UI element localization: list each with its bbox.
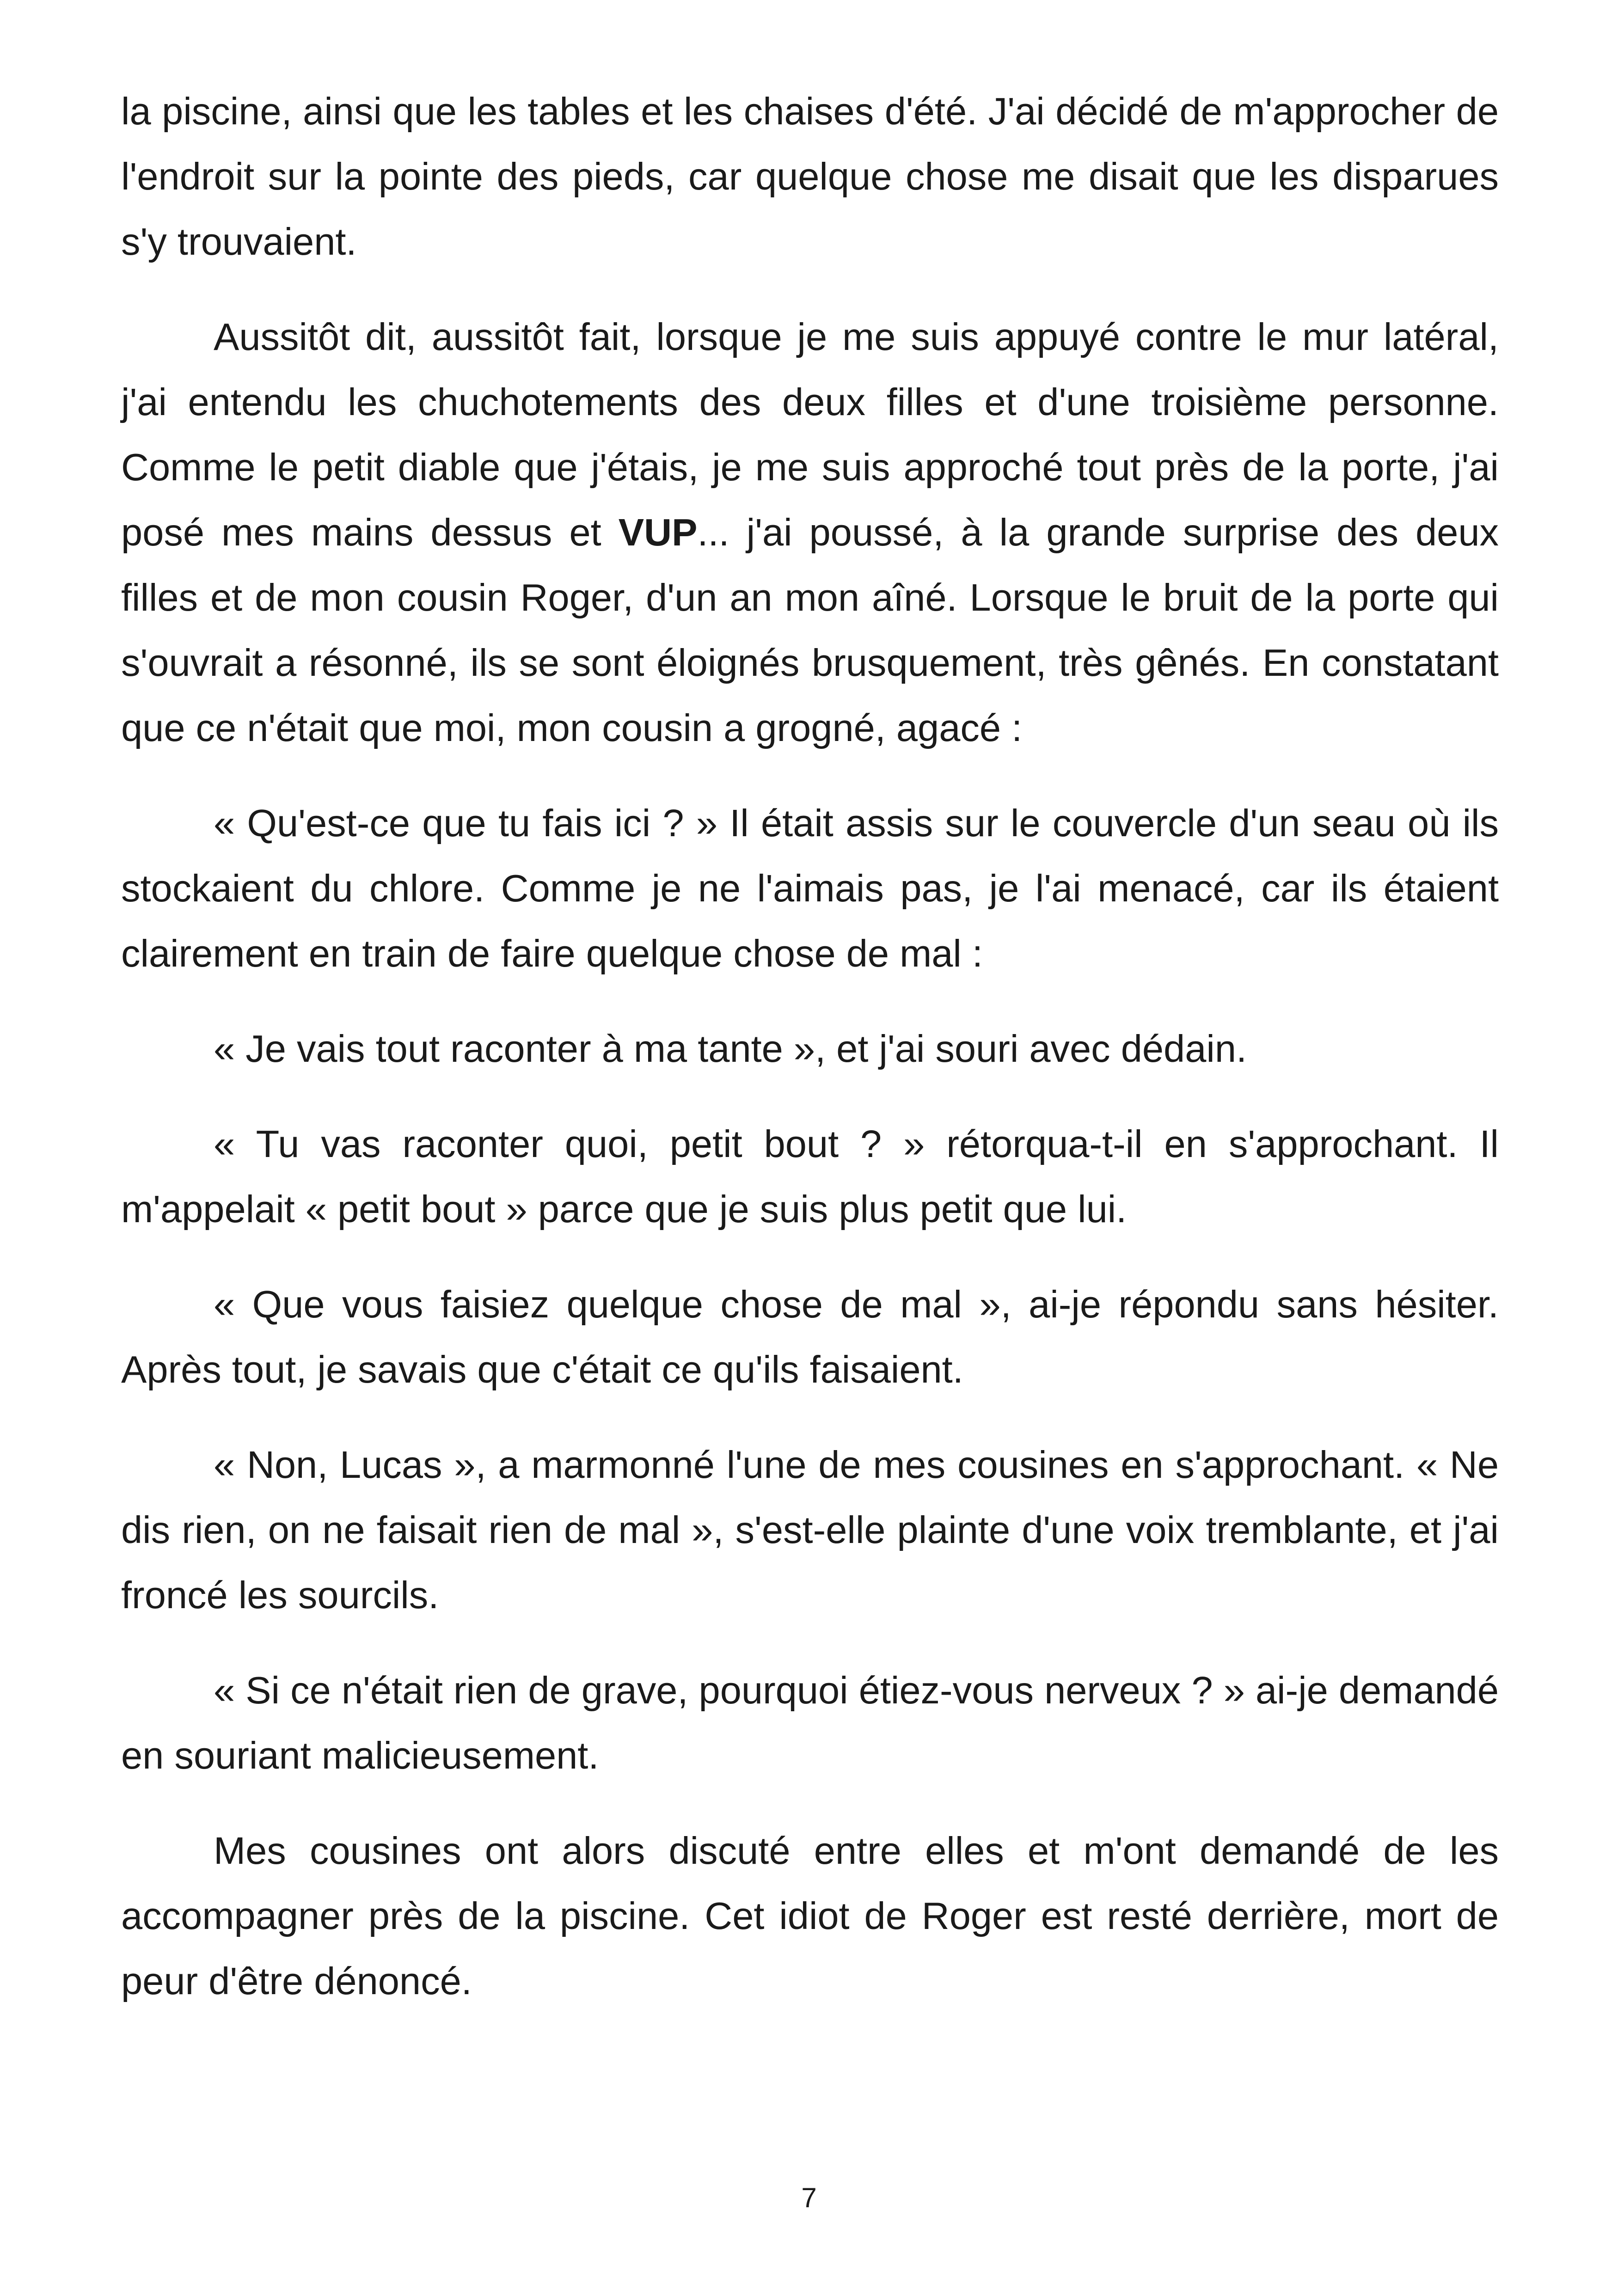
paragraph-6: « Que vous faisiez quelque chose de mal », ai-je répondu sans hésiter. Après tout, je savais que c'était ce qu'ils faisaient. bbox=[121, 1283, 1499, 1391]
paragraph-2-part-2: ... j'ai poussé, à la grande surprise des deux filles et de mon cousin Roger, d'un an mon aîné. Lorsque le bruit de la porte qui s'ouvrait a résonné, ils se sont éloignés brusquement, très gênés. En constatant que ce n'était que moi, mon cousin a grogné, agacé : bbox=[121, 511, 1499, 749]
paragraph-1: la piscine, ainsi que les tables et les chaises d'été. J'ai décidé de m'approcher de l'endroit sur la pointe des pieds, car quelque chose me disait que les disparues s'y trouvaient. bbox=[121, 90, 1499, 263]
paragraph-9: Mes cousines ont alors discuté entre elles et m'ont demandé de les accompagner près de la piscine. Cet idiot de Roger est resté derrière, mort de peur d'être dénoncé. bbox=[121, 1829, 1499, 2002]
page-number: 7 bbox=[801, 2182, 817, 2213]
paragraph-5: « Tu vas raconter quoi, petit bout ? » rétorqua-t-il en s'approchant. Il m'appelait « petit bout » parce que je suis plus petit que lui. bbox=[121, 1122, 1499, 1231]
paragraph-4: « Je vais tout raconter à ma tante », et j'ai souri avec dédain. bbox=[214, 1027, 1247, 1070]
body-text bbox=[121, 79, 1499, 2014]
paragraph-2 bbox=[121, 304, 1499, 760]
paragraph-7: « Non, Lucas », a marmonné l'une de mes cousines en s'approchant. « Ne dis rien, on ne faisait rien de mal », s'est-elle plainte d'une voix tremblante, et j'ai froncé les sourcils. bbox=[121, 1443, 1499, 1616]
emphasis-vup: VUP bbox=[618, 511, 698, 554]
paragraph-2-part-1: Aussitôt dit, aussitôt fait, lorsque je me suis appuyé contre le mur latéral, j'ai entendu les chuchotements des deux filles et d'une troisième personne. Comme le petit diable que j'étais, je me suis approché tout près de la porte, j'ai posé mes mains dessus et bbox=[121, 315, 1499, 554]
paragraph-3: « Qu'est-ce que tu fais ici ? » Il était assis sur le couvercle d'un seau où ils stockaient du chlore. Comme je ne l'aimais pas, je l'ai menacé, car ils étaient clairement en train de faire quelque chose de mal : bbox=[121, 802, 1499, 975]
paragraph-8: « Si ce n'était rien de grave, pourquoi étiez-vous nerveux ? » ai-je demandé en souriant malicieusement. bbox=[121, 1669, 1499, 1777]
